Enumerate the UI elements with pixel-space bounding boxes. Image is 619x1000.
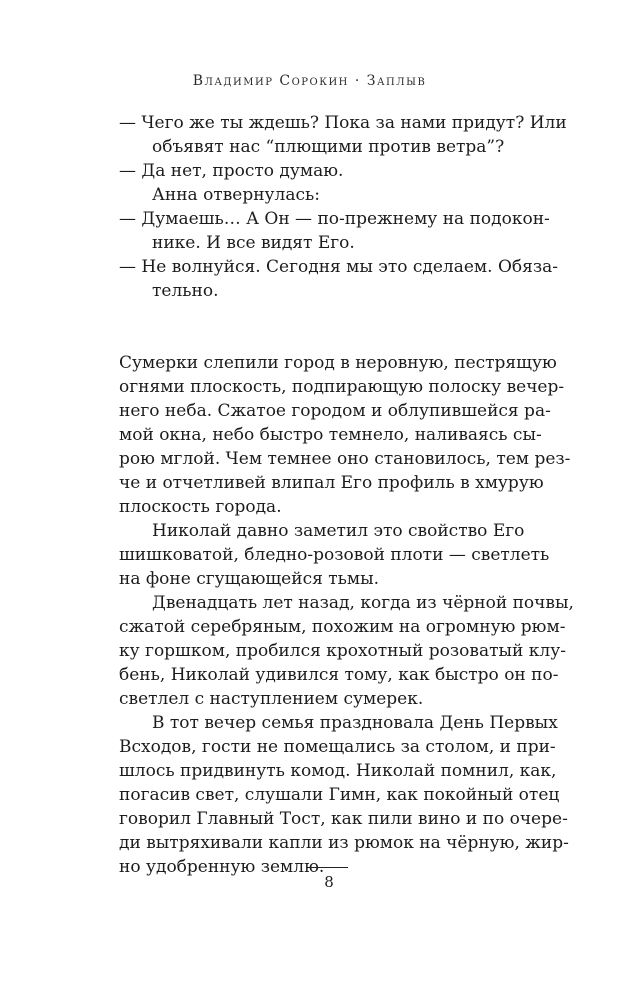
text-line: — Не волнуйся. Сегодня мы это сделаем. Обяза- [119,257,558,277]
text-line: Двенадцать лет назад, когда из чёрной почвы, [152,593,574,613]
text-line: погасив свет, слушали Гимн, как покойный отец [119,785,560,805]
text-line: Всходов, гости не помещались за столом, и при- [119,737,556,757]
text-line: шлось придвинуть комод. Николай помнил, как, [119,761,557,781]
text-line: сжатой серебряным, похожим на огромную рюм- [119,617,566,637]
text-line: Сумерки слепили город в неровную, пестрящую [119,353,557,373]
page-number: 8 [324,873,334,891]
dialogue-line [119,183,499,207]
text-line: че и отчетливей влипал Его профиль в хмурую [119,473,544,493]
dialogue-line [119,159,499,183]
text-line: нике. И все видят Его. [152,233,355,253]
text-line: огнями плоскость, подпирающую полоску вечер- [119,377,565,397]
page-number-rule [310,867,348,868]
text-line: ди вытряхивали капли из рюмок на чёрную, жир- [119,833,569,853]
text-line: Анна отвернулась: [152,185,320,205]
running-title: Владимир Сорокин · Заплыв [192,73,427,89]
text-line: на фоне сгущающейся тьмы. [119,569,380,589]
text-line: мой окна, небо быстро темнело, наливаясь сы- [119,425,542,445]
text-line: тельно. [152,281,219,301]
text-line: объявят нас “плющими против ветра”? [152,137,505,157]
text-line: говорил Главный Тост, как пили вино и по очере- [119,809,568,829]
text-line: плоскость города. [119,497,282,517]
text-line: бень, Николай удивился тому, как быстро он по- [119,665,559,685]
text-line: В тот вечер семья праздновала День Первых [152,713,558,733]
text-line: — Чего же ты ждешь? Пока за нами придут? Или [119,113,567,133]
dialogue-line [119,207,550,255]
text-line: рою мглой. Чем темнее оно становилось, тем рез- [119,449,571,469]
text-line: светлел с наступлением сумерек. [119,689,424,709]
paragraph [119,711,569,879]
text-line: ку горшком, пробился крохотный розоватый клу- [119,641,566,661]
text-line: — Думаешь… А Он — по-прежнему на подокон- [119,209,550,229]
paragraph [119,591,574,711]
paragraph [119,351,571,519]
dialogue-line [119,111,567,159]
text-line: него неба. Сжатое городом и облупившейся ра- [119,401,551,421]
text-line: Николай давно заметил это свойство Его [152,521,525,541]
text-line: но удобренную землю. [119,857,325,877]
text-line: — Да нет, просто думаю. [119,161,344,181]
page-text [119,111,574,879]
dialogue-line [119,255,558,303]
text-line: шишковатой, бледно-розовой плоти — светлеть [119,545,550,565]
paragraph [119,519,550,591]
